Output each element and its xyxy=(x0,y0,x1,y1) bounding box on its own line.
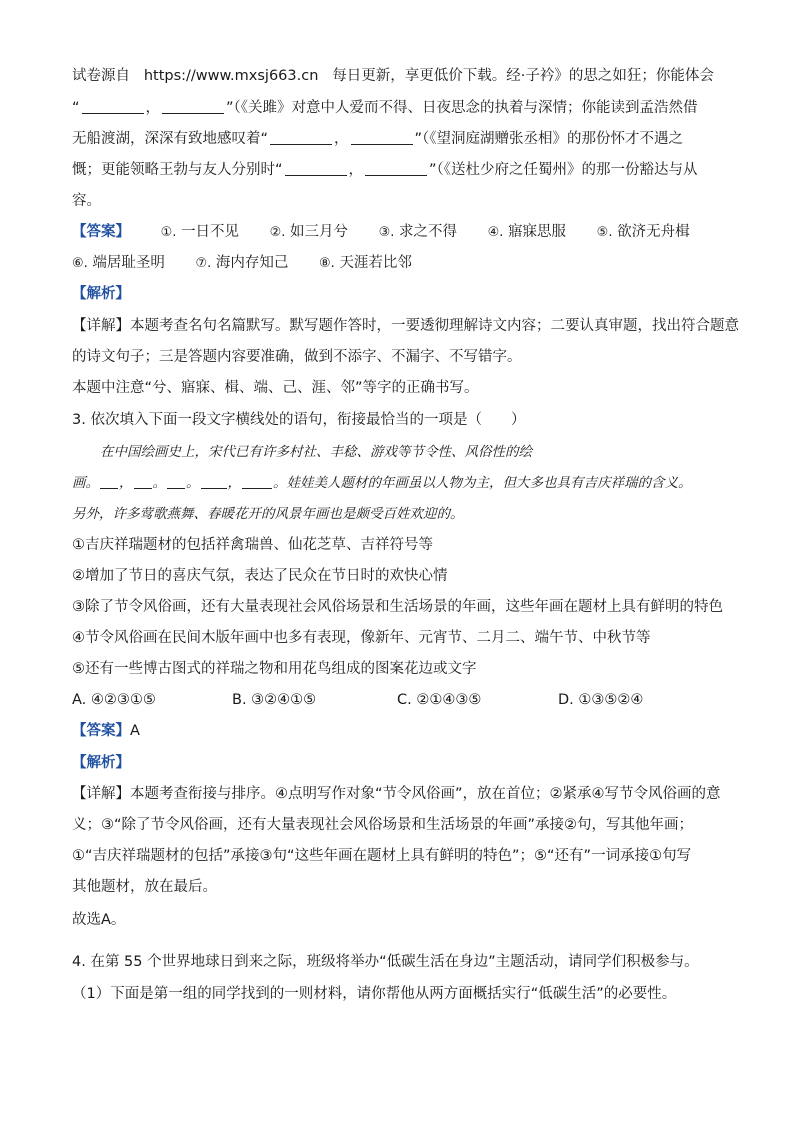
q3-sentence-1: ①吉庆祥瑞题材的包括祥禽瑞兽、仙花芝草、吉祥符号等 xyxy=(72,537,433,553)
answer-item: ④. 寤寐思服 xyxy=(487,224,567,240)
q3-detail-2: 义；③“除了节令风俗画，还有大量表现社会风俗场景和生活场景的年画”承接②句，写其他年画； xyxy=(72,817,694,833)
answer-tag: 【答案】 xyxy=(72,723,130,739)
q3-detail-1: 【详解】本题考查衔接与排序。④点明写作对象“节令风俗画”，放在首位；②紧承④写节令风俗画的意 xyxy=(72,786,721,802)
q2-line-3: 无船渡湖，深深有致地感叹着“ ， ”（《望洞庭湖赠张丞相》的那份怀才不遇之 xyxy=(72,131,684,147)
q3-sentence-2: ②增加了节日的喜庆气氛，表达了民众在节日时的欢快心情 xyxy=(72,568,448,584)
option-b[interactable]: B. ③②④①⑤ xyxy=(232,692,317,708)
answer-item: ⑥. 端居耻圣明 xyxy=(72,255,165,271)
fill-blank[interactable] xyxy=(100,474,118,489)
analysis-tag: 【解析】 xyxy=(72,755,130,771)
q4-stem: 4. 在第 55 个世界地球日到来之际，班级将举办“低碳生活在身边”主题活动，请同学们积极参与。 xyxy=(72,954,699,970)
q2-line-4: 慨；更能领略王勃与友人分别时“ ， ”（《送杜少府之任蜀州》的那一份豁达与从 xyxy=(72,162,698,178)
q2-line-2: “ ， ”（《关雎》对意中人爱而不得、日夜思念的执着与深情；你能读到孟浩然借 xyxy=(72,100,698,116)
fill-blank[interactable] xyxy=(82,99,144,114)
option-d[interactable]: D. ①③⑤②④ xyxy=(558,692,644,708)
fill-blank[interactable] xyxy=(242,474,272,489)
q3-answer-row xyxy=(72,721,732,741)
fill-blank[interactable] xyxy=(201,474,227,489)
fill-blank[interactable] xyxy=(167,474,185,489)
fill-blank[interactable] xyxy=(365,161,427,176)
q2-detail-3: 本题中注意“兮、寤寐、楫、端、己、涯、邻”等字的正确书写。 xyxy=(72,380,479,396)
answer-item: ⑦. 海内存知己 xyxy=(195,255,289,271)
q2-answer-row-1 xyxy=(72,222,732,243)
answer-item: ③. 求之不得 xyxy=(378,224,458,240)
answer-item: ⑤. 欲济无舟楫 xyxy=(596,224,690,240)
fill-blank[interactable] xyxy=(351,130,413,145)
option-c[interactable]: C. ②①④③⑤ xyxy=(397,692,482,708)
answer-tag: 【答案】 xyxy=(72,224,130,240)
option-a[interactable]: A. ④②③①⑤ xyxy=(72,692,156,708)
answer-item: ②. 如三月兮 xyxy=(269,224,349,240)
source-url[interactable]: https://www.mxsj663.cn xyxy=(143,68,319,84)
answer-item: ⑧. 天涯若比邻 xyxy=(319,255,412,271)
fill-blank[interactable] xyxy=(134,474,152,489)
q3-sentence-3: ③除了节令风俗画，还有大量表现社会风俗场景和生活场景的年画，这些年画在题材上具有鲜明的特色 xyxy=(72,599,723,615)
answer-item: ①. 一日不见 xyxy=(160,224,240,240)
fill-blank[interactable] xyxy=(162,99,224,114)
q3-stem: 3. 依次填入下面一段文字横线处的语句，衔接最恰当的一项是（ ） xyxy=(72,412,526,428)
fill-blank[interactable] xyxy=(285,161,347,176)
source-label: 试卷源自 xyxy=(72,68,130,84)
q2-line-5: 容。 xyxy=(72,193,101,209)
q3-detail-4: 其他题材，放在最后。 xyxy=(72,879,217,895)
q3-passage-3: 另外，许多莺歌燕舞、春暖花开的风景年画也是颇受百姓欢迎的。 xyxy=(72,506,464,522)
q2-text-cont: 经·子衿》的思之如狂；你能体会 xyxy=(506,68,714,84)
q2-detail-1: 【详解】本题考查名句名篇默写。默写题作答时，一要透彻理解诗文内容；二要认真审题，找出符合题意 xyxy=(72,318,739,334)
q3-sentence-4: ④节令风俗画在民间木版年画中也多有表现，像新年、元宵节、二月二、端午节、中秋节等 xyxy=(72,630,651,646)
header-line xyxy=(72,66,732,86)
q3-passage-2: 画。 ， 。 。 ， 。娃娃美人题材的年画虽以人物为主，但大多也具有吉庆祥瑞的含义。 xyxy=(72,475,692,491)
q3-conclusion: 故选A。 xyxy=(72,912,126,928)
q3-answer: A xyxy=(130,723,140,739)
q3-sentence-5: ⑤还有一些博古图式的祥瑞之物和用花鸟组成的图案花边或文字 xyxy=(72,661,477,677)
q2-detail-2: 的诗文句子；三是答题内容要准确，做到不添字、不漏字、不写错字。 xyxy=(72,349,522,365)
q2-answer-row-2 xyxy=(72,253,732,274)
fill-blank[interactable] xyxy=(270,130,332,145)
q3-passage-1: 在中国绘画史上，宋代已有许多村社、丰稔、游戏等节令性、风俗性的绘 xyxy=(100,444,532,460)
analysis-tag: 【解析】 xyxy=(72,286,130,302)
q4-sub-1: （1）下面是第一组的同学找到的一则材料，请你帮他从两方面概括实行“低碳生活”的必要性。 xyxy=(72,986,677,1002)
q3-detail-3: ①“吉庆祥瑞题材的包括”承接③句“这些年画在题材上具有鲜明的特色”；⑤“还有”一词承接①句写 xyxy=(72,848,692,864)
slogan: 每日更新，享更低价下载。 xyxy=(332,68,507,84)
